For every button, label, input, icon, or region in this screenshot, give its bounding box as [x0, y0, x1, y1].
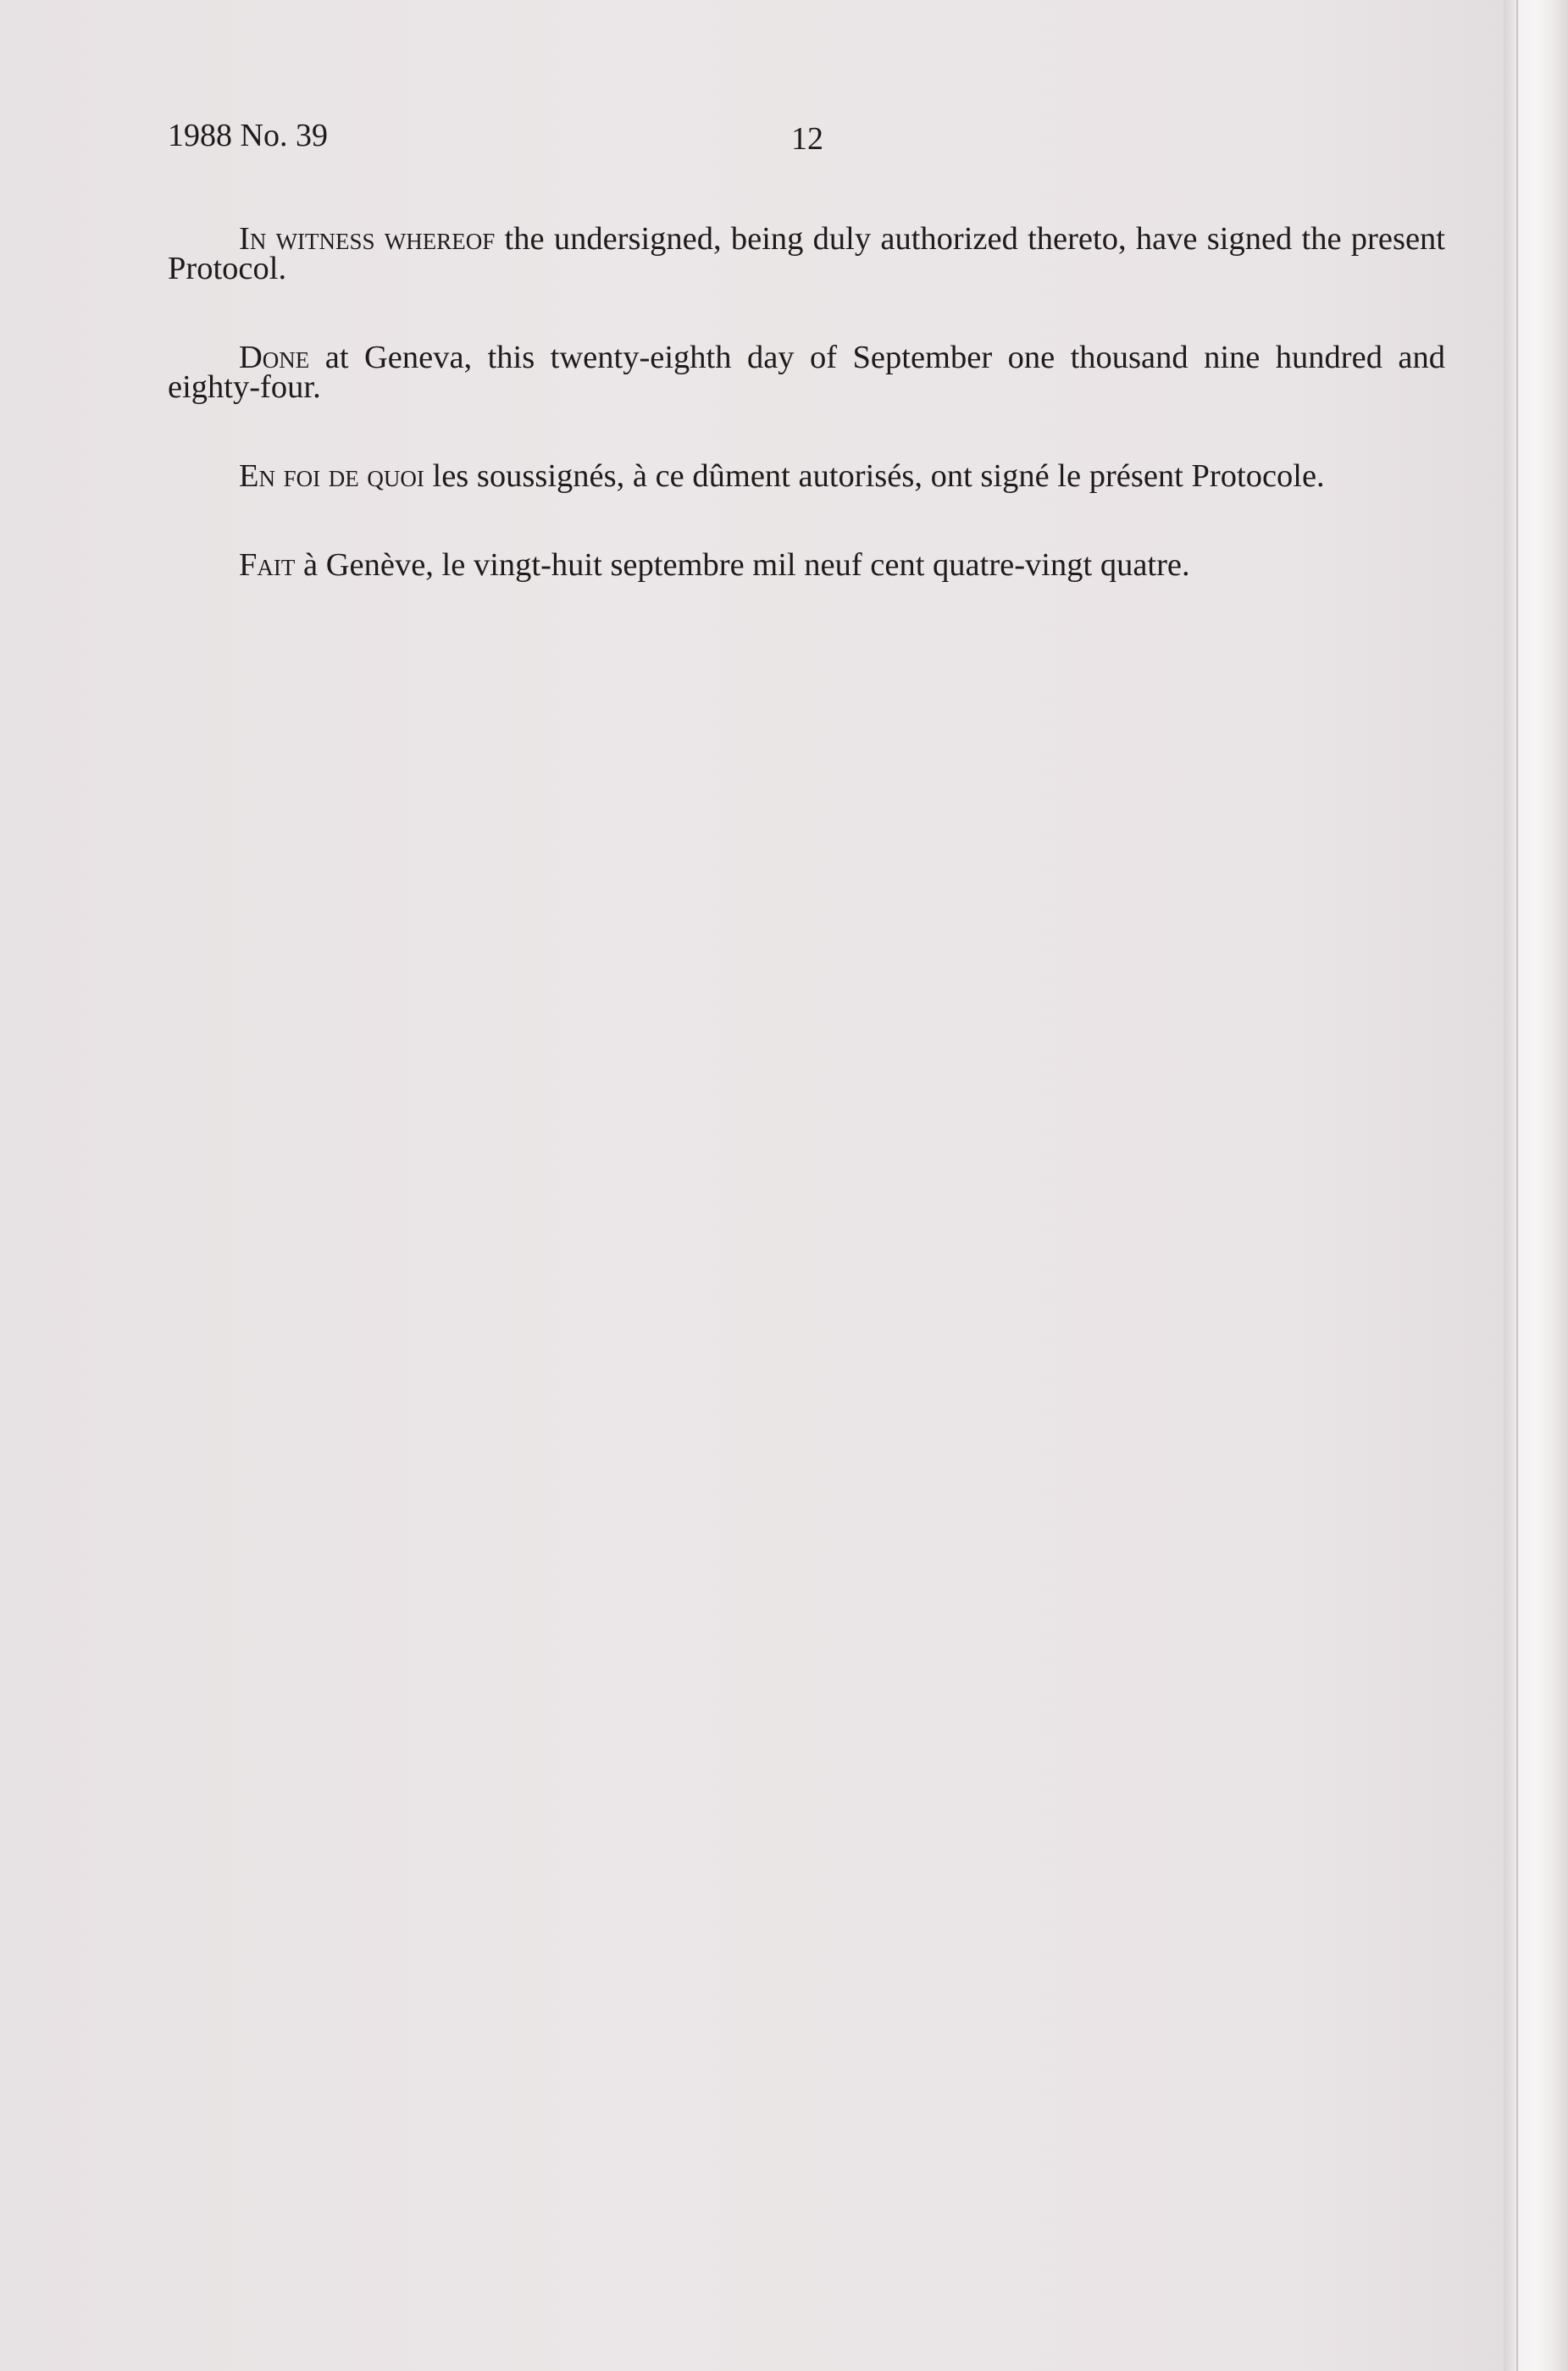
header-page-number: 12 [791, 121, 823, 157]
paragraph-lead: En foi de quoi [239, 458, 424, 494]
paragraph-text: the undersigned, being duly authorized thereto, have signed the present Protocol. [168, 221, 1445, 286]
paragraph-fait [168, 547, 1445, 583]
page-edge [1516, 0, 1518, 2371]
paragraph-lead: Fait [239, 547, 296, 583]
paragraph-in-witness [168, 221, 1445, 286]
paragraph-en-foi [168, 458, 1445, 494]
header-year-number: 1988 No. 39 [168, 118, 328, 153]
paragraph-lead: Done [239, 340, 310, 375]
paragraph-lead: In witness whereof [239, 221, 496, 257]
page-header [168, 117, 1455, 168]
paragraph-done [168, 340, 1445, 405]
document-body [168, 221, 1445, 583]
paragraph-text: les soussignés, à ce dûment autorisés, ont signé le présent Protocole. [424, 458, 1325, 494]
paragraph-text: at Geneva, this twenty-eighth day of September one thousand nine hundred and eighty-four. [168, 340, 1445, 405]
paragraph-text: à Genève, le vingt-huit septembre mil neuf cent quatre-vingt quatre. [295, 547, 1190, 583]
book-spine-shadow [1504, 0, 1568, 2371]
